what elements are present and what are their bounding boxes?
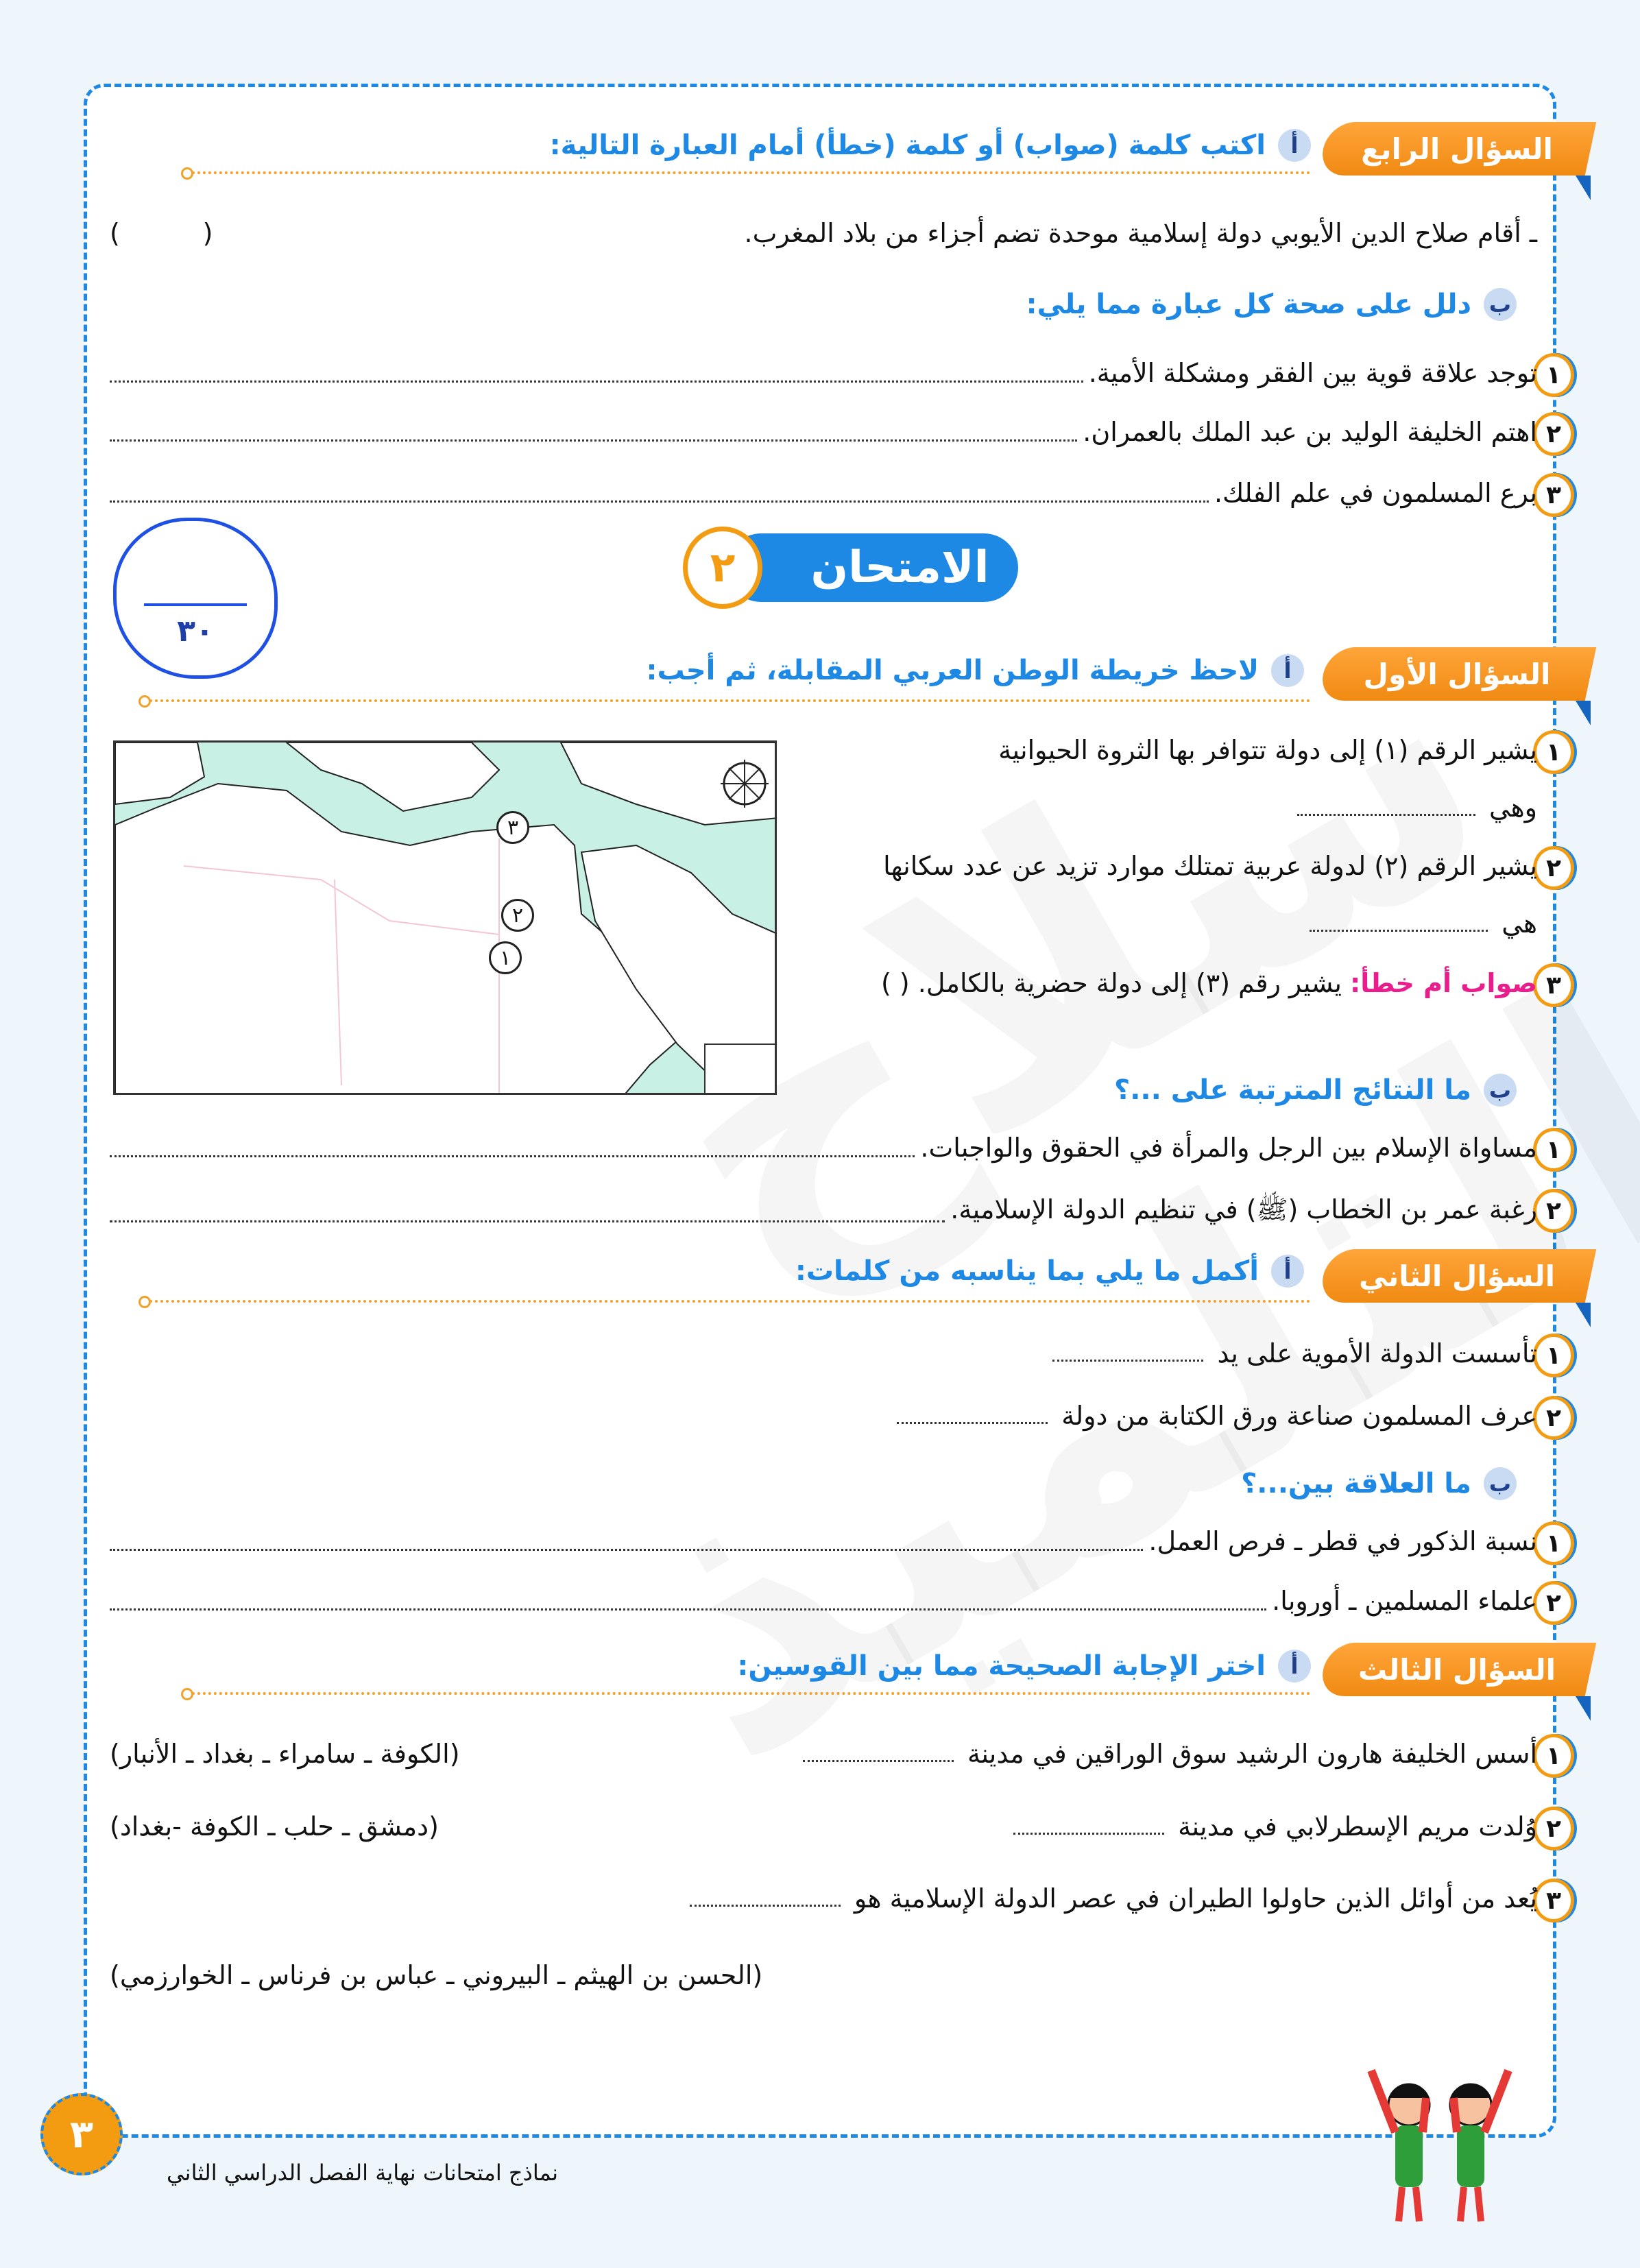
answer-line[interactable] — [110, 422, 1077, 442]
answer-blank[interactable] — [690, 1890, 841, 1907]
q3-rule — [186, 1692, 1311, 1695]
answer-line[interactable] — [110, 1138, 915, 1157]
q4-label: السؤال الرابع — [1318, 122, 1597, 176]
item-number: ١ — [1533, 730, 1574, 774]
score-box — [113, 518, 278, 679]
q3-item-3-options: (الحسن بن الهيثم ـ البيروني ـ عباس بن فرناس ـ الخوارزمي) — [110, 1960, 763, 1990]
item-number: ٢ — [1533, 1189, 1574, 1233]
footer-title: نماذج امتحانات نهاية الفصل الدراسي الثاني — [167, 2160, 558, 2186]
item-number: ١ — [1533, 1128, 1574, 1172]
q4-statement: ـ أقام صلاح الدين الأيوبي دولة إسلامية موحدة تضم أجزاء من بلاد المغرب. ( ) — [110, 218, 1537, 248]
q1-b-heading: ب ما النتائج المترتبة على ...؟ — [1114, 1074, 1517, 1107]
answer-blank[interactable] — [897, 1408, 1048, 1424]
answer-line[interactable] — [110, 483, 1209, 503]
q1-tail — [1576, 701, 1591, 725]
q2-label: السؤال الثاني — [1318, 1249, 1597, 1303]
q1-rule — [144, 699, 1311, 702]
item-number: ١ — [1533, 353, 1574, 397]
q4-a-heading: أ اكتب كلمة (صواب) أو كلمة (خطأ) أمام العبارة التالية: — [550, 129, 1311, 162]
q4-b-heading: ب دلل على صحة كل عبارة مما يلي: — [1026, 288, 1517, 321]
q3-item-2: وُلدت مريم الإسطرلابي في مدينة (دمشق ـ حلب ـ الكوفة -بغداد) — [110, 1811, 1537, 1842]
answer-line[interactable] — [110, 1532, 1143, 1551]
item-number: ٢ — [1533, 1581, 1574, 1625]
q1-item-1-cont: وهي — [1297, 793, 1537, 823]
options: (الكوفة ـ سامراء ـ بغداد ـ الأنبار) — [110, 1739, 460, 1769]
score-total: ٣٠ — [177, 614, 214, 649]
q4-rule — [186, 171, 1311, 174]
q3-item-1: أسس الخليفة هارون الرشيد سوق الوراقين في مدينة (الكوفة ـ سامراء ـ بغداد ـ الأنبار) — [110, 1739, 1537, 1769]
kids-illustration-icon — [1344, 2057, 1536, 2228]
q2-item-2: عرف المسلمون صناعة ورق الكتابة من دولة — [897, 1401, 1537, 1431]
map-label-2: ٢ — [501, 899, 534, 932]
item-number: ٢ — [1533, 846, 1574, 890]
q1-item-2: يشير الرقم (٢) لدولة عربية تمتلك موارد تزيد عن عدد سكانها — [883, 851, 1537, 881]
item-number: ٢ — [1533, 1396, 1574, 1440]
map-label-1: ١ — [489, 941, 522, 974]
answer-blank[interactable] — [1052, 1345, 1203, 1362]
answer-blank[interactable] — [1013, 1818, 1164, 1835]
q1-label: السؤال الأول — [1318, 647, 1597, 701]
q1-item-1: يشير الرقم (١) إلى دولة تتوافر بها الثروة الحيوانية — [998, 735, 1537, 765]
answer-blank[interactable] — [1297, 799, 1475, 816]
q3-item-3: يُعد من أوائل الذين حاولوا الطيران في عصر الدولة الإسلامية هو — [690, 1883, 1537, 1914]
q4-tail — [1576, 176, 1591, 200]
q2-rule — [144, 1300, 1311, 1303]
q1-b-item-2: رغبة عمر بن الخطاب (ﷺ) في تنظيم الدولة الإسلامية. — [110, 1194, 1537, 1231]
answer-blank[interactable]: ( ) — [110, 218, 213, 248]
q2-tail — [1576, 1303, 1591, 1327]
q2-a-heading: أ أكمل ما يلي بما يناسبه من كلمات: — [795, 1255, 1304, 1288]
item-number: ١ — [1533, 1521, 1574, 1565]
q1-item-3: صواب أم خطأ: يشير رقم (٣) إلى دولة حضرية بالكامل. ( ) — [880, 968, 1537, 998]
q4-item-3: برع المسلمون في علم الفلك. — [110, 478, 1537, 508]
q1-a-heading: أ لاحظ خريطة الوطن العربي المقابلة، ثم أجب: — [646, 654, 1304, 687]
q2-b-item-2: علماء المسلمين ـ أوروبا. — [110, 1586, 1537, 1616]
q3-tail — [1576, 1696, 1591, 1721]
exam-title: الامتحان — [727, 533, 1018, 602]
q2-item-1: تأسست الدولة الأموية على يد — [1052, 1338, 1537, 1368]
answer-blank[interactable] — [803, 1746, 954, 1762]
q4-item-1: توجد علاقة قوية بين الفقر ومشكلة الأمية. — [110, 358, 1537, 388]
q1-b-item-1: مساواة الإسلام بين الرجل والمرأة في الحقوق والواجبات. — [110, 1133, 1537, 1163]
item-number: ٣ — [1533, 963, 1574, 1007]
q1-item-2-cont: هي — [1310, 908, 1537, 939]
exam-number: ٢ — [683, 527, 762, 609]
q2-b-heading: ب ما العلاقة بين...؟ — [1241, 1467, 1517, 1500]
answer-line[interactable] — [110, 363, 1083, 383]
q3-label: السؤال الثالث — [1318, 1643, 1597, 1696]
item-number: ٣ — [1533, 473, 1574, 517]
item-number: ١ — [1533, 1334, 1574, 1377]
page-number: ٣ — [40, 2093, 123, 2175]
answer-line[interactable] — [110, 1591, 1266, 1610]
q4-item-2: اهتم الخليفة الوليد بن عبد الملك بالعمران. — [110, 417, 1537, 447]
options: (دمشق ـ حلب ـ الكوفة -بغداد) — [110, 1811, 439, 1842]
item-number: ٣ — [1533, 1879, 1574, 1922]
answer-blank[interactable] — [1310, 915, 1488, 932]
item-number: ٢ — [1533, 412, 1574, 456]
score-line — [144, 603, 247, 606]
answer-line[interactable] — [110, 1203, 945, 1222]
q2-b-item-1: نسبة الذكور في قطر ـ فرص العمل. — [110, 1526, 1537, 1556]
map-label-3: ٣ — [496, 811, 529, 844]
arab-world-map — [113, 740, 777, 1095]
item-number: ٢ — [1533, 1807, 1574, 1850]
map-drawing — [115, 743, 777, 1095]
q3-a-heading: أ اختر الإجابة الصحيحة مما بين القوسين: — [737, 1650, 1311, 1682]
item-number: ١ — [1533, 1734, 1574, 1778]
